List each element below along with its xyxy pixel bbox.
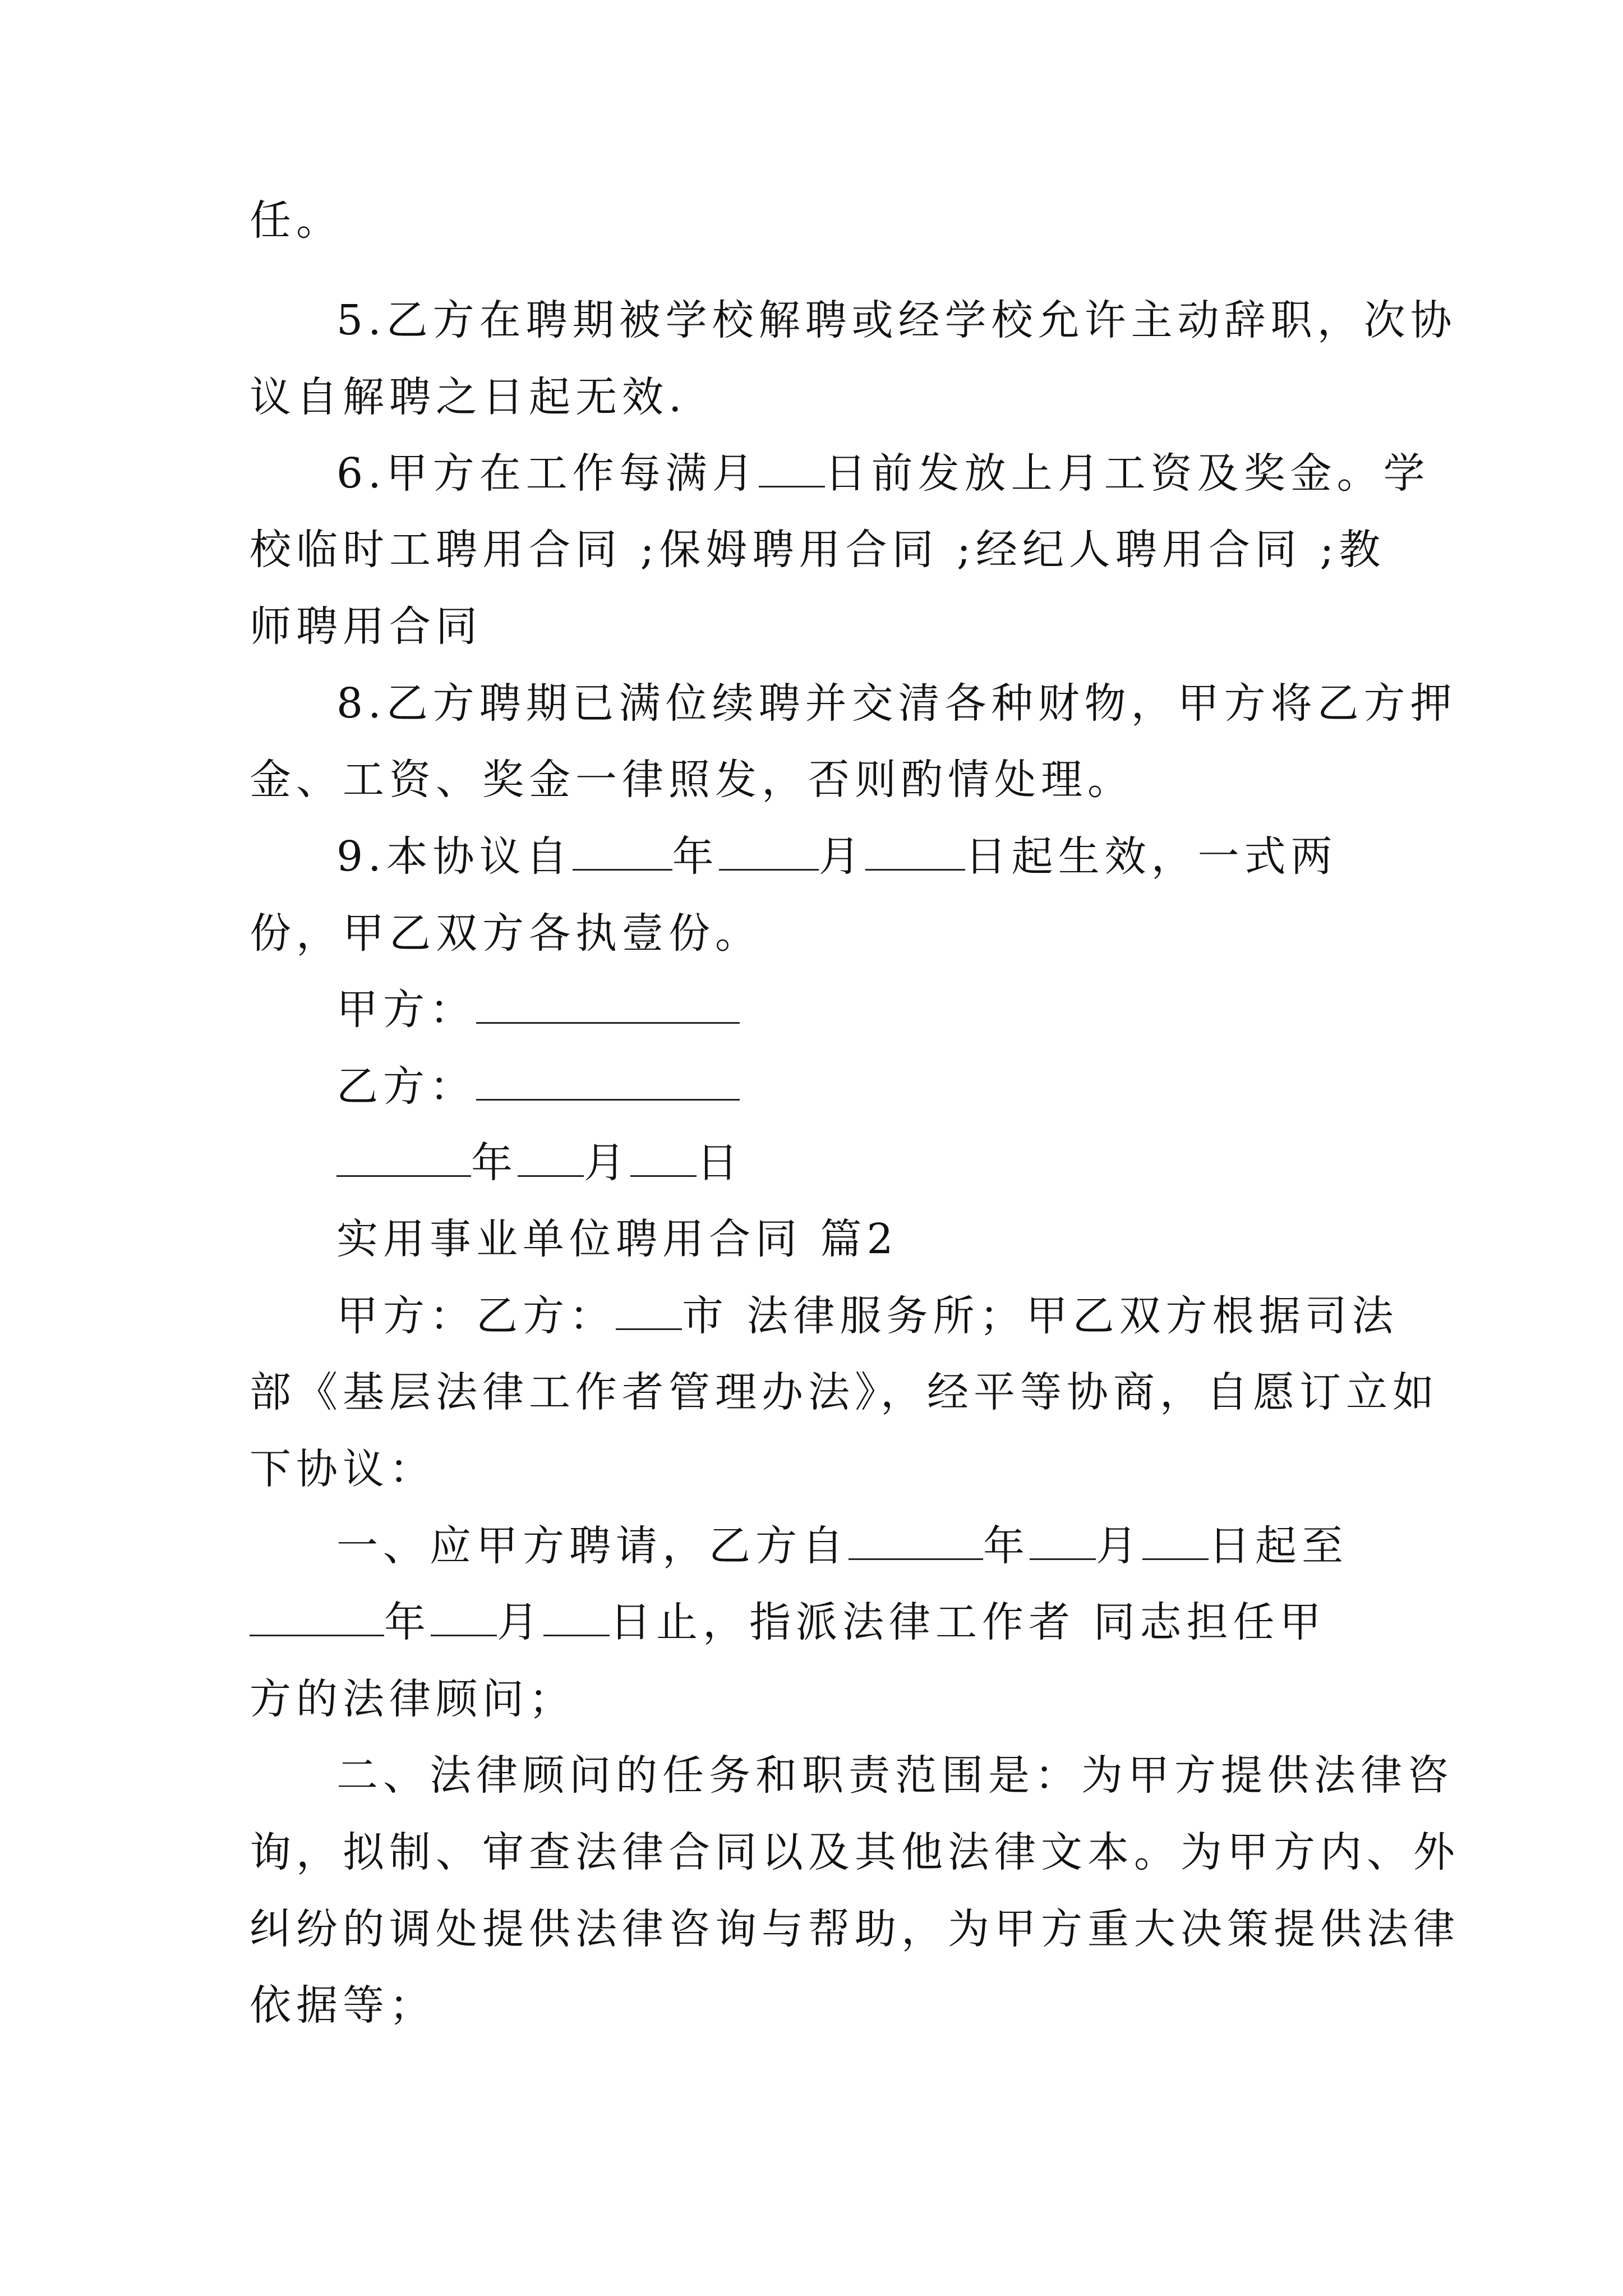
line-text: 校临时工聘用合同 ;保姆聘用合同 ;经纪人聘用合同 ;教 [250, 526, 1386, 574]
paragraph-line [250, 1891, 1460, 1967]
line-text: 日前发放上月工资及奖金。学 [824, 449, 1430, 498]
paragraph-line [250, 1354, 1439, 1430]
line-text: 日起生效，一式两 [965, 832, 1338, 881]
line-text: 甲方： [336, 986, 476, 1034]
paragraph-line: 5.乙方在聘期被学校解聘或经学校允许主动辞职，次协 [336, 296, 1457, 344]
line-text: 日止，指派法律工作者 同志担任甲 [610, 1598, 1326, 1646]
fill-blank [1030, 1524, 1096, 1560]
paragraph-line: 8.乙方聘期已满位续聘并交清各种财物，甲方将乙方押 [336, 679, 1457, 728]
line-text: 任。 [250, 196, 343, 245]
line-text: 一、应甲方聘请，乙方自 [336, 1522, 849, 1570]
line-text: 月 [497, 1598, 543, 1646]
line-text: 议自解聘之日起无效. [250, 373, 687, 421]
fill-blank [431, 1600, 497, 1636]
paragraph-line [250, 1431, 1388, 1507]
date-line [336, 1125, 1475, 1201]
line-text: 年 [672, 832, 719, 881]
paragraph-line [336, 818, 1475, 895]
paragraph-line [336, 435, 1475, 512]
paragraph-line [250, 1661, 1388, 1737]
line-text: 甲方：乙方： [336, 1292, 616, 1340]
line-text: 日 [697, 1139, 743, 1187]
line-text: 乙方： [336, 1062, 476, 1111]
fill-blank [476, 1064, 740, 1101]
line-text: 9.本协议自 [336, 832, 573, 881]
fill-blank [518, 1140, 584, 1177]
line-text: 年 [384, 1598, 431, 1646]
paragraph-line [250, 359, 1388, 435]
fill-blank [1142, 1524, 1209, 1560]
signature-line-party-b [336, 1048, 1475, 1125]
paragraph-line [250, 895, 1388, 972]
paragraph-line [336, 1508, 1475, 1584]
paragraph-line [336, 1278, 1475, 1354]
line-text: 月 [584, 1139, 630, 1187]
line-text: 市 法律服务所；甲乙双方根据司法 [682, 1292, 1399, 1340]
fill-blank [865, 834, 965, 871]
paragraph-line [250, 742, 1388, 818]
fill-blank [616, 1294, 682, 1330]
paragraph-line [250, 512, 1388, 588]
paragraph-line [250, 1584, 1388, 1660]
line-text: 依据等； [250, 1981, 436, 2030]
fill-blank [759, 451, 825, 487]
line-text: 年 [471, 1139, 518, 1187]
fill-blank [719, 834, 819, 871]
fill-blank [849, 1524, 983, 1560]
line-text: 6.甲方在工作每满月 [336, 449, 759, 498]
line-text: 实用事业单位聘用合同 篇2 [336, 1215, 898, 1263]
fill-blank [630, 1140, 697, 1177]
line-text: 部《基层法律工作者管理办法》，经平等协商，自愿订立如 [250, 1368, 1439, 1416]
paragraph-line [250, 1814, 1460, 1890]
line-text: 月 [1096, 1522, 1142, 1570]
line-text: 方的法律顾问； [250, 1675, 575, 1723]
paragraph-line [250, 588, 1388, 665]
fill-blank [543, 1600, 610, 1636]
paragraph-line [250, 182, 1388, 259]
line-text: 师聘用合同 [250, 602, 482, 651]
line-text: 份，甲乙双方各执壹份。 [250, 909, 762, 958]
line-text: 询，拟制、审查法律合同以及其他法律文本。为甲方内、外 [250, 1828, 1460, 1876]
line-text: 金、工资、奖金一律照发，否则酌情处理。 [250, 756, 1134, 804]
line-text: 日起至 [1209, 1522, 1348, 1570]
line-text: 二、法律顾问的任务和职责范围是：为甲方提供法律咨 [336, 1751, 1454, 1800]
line-text: 年 [983, 1522, 1030, 1570]
section-heading [336, 1201, 1475, 1277]
line-text: 月 [818, 832, 865, 881]
paragraph-line [250, 1967, 1388, 2044]
line-text: 下协议： [250, 1445, 436, 1493]
fill-blank [250, 1600, 384, 1636]
signature-line-party-a [336, 972, 1475, 1048]
line-text: 纠纷的调处提供法律咨询与帮助，为甲方重大决策提供法律 [250, 1905, 1460, 1953]
paragraph-line [336, 1737, 1475, 1814]
fill-blank [573, 834, 672, 871]
fill-blank [476, 987, 740, 1024]
fill-blank [336, 1140, 471, 1177]
